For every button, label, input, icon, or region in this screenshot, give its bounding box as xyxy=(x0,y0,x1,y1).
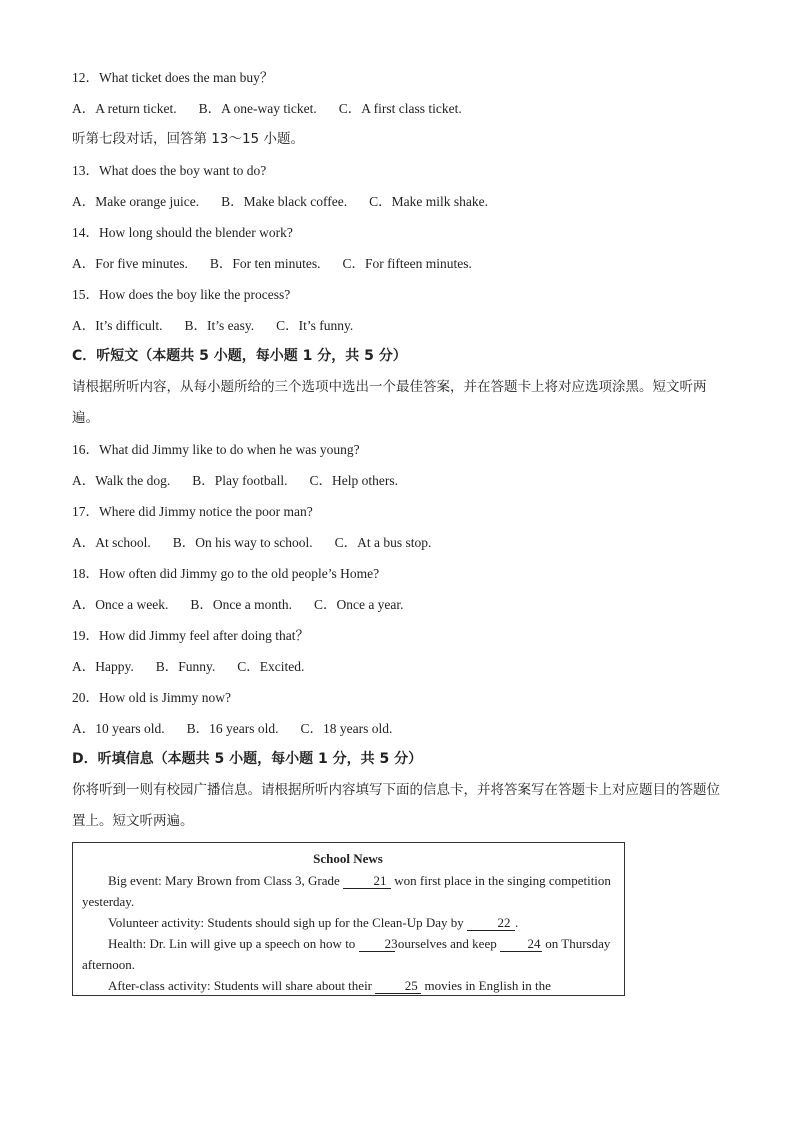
option-12-b: B．A one-way ticket. xyxy=(198,101,317,116)
option-16-b: B．Play football. xyxy=(192,473,288,488)
options-14 xyxy=(72,248,732,279)
news-big-event xyxy=(82,870,614,912)
option-15-a: A．It’s difficult. xyxy=(72,318,163,333)
option-19-c: C．Excited. xyxy=(237,659,305,674)
option-13-b: B．Make black coffee. xyxy=(221,194,348,209)
option-14-a: A．For five minutes. xyxy=(72,256,188,271)
option-13-a: A．Make orange juice. xyxy=(72,194,200,209)
option-12-c: C．A first class ticket. xyxy=(338,101,462,116)
news-health-text-3: on Thursday afternoon. xyxy=(82,936,611,972)
news-after-class xyxy=(82,975,614,996)
option-19-b: B．Funny. xyxy=(155,659,216,674)
option-13-c: C．Make milk shake. xyxy=(369,194,489,209)
news-big-event-text-2: won first place in the singing competition yesterday. xyxy=(82,873,611,909)
option-17-b: B．On his way to school. xyxy=(172,535,313,550)
option-20-c: C．18 years old. xyxy=(300,721,393,736)
section-d-title: D．听填信息（本题共 5 小题，每小题 1 分，共 5 分） xyxy=(72,751,423,767)
section-c-title: C．听短文（本题共 5 小题，每小题 1 分，共 5 分） xyxy=(72,348,407,364)
question-20: 20．How old is Jimmy now? xyxy=(72,690,232,705)
option-15-b: B．It’s easy. xyxy=(184,318,255,333)
options-19 xyxy=(72,651,732,682)
options-15 xyxy=(72,310,732,341)
question-13: 13．What does the boy want to do? xyxy=(72,163,267,178)
news-health xyxy=(82,933,614,975)
blank-24: 24 xyxy=(500,936,542,952)
option-12-a: A．A return ticket. xyxy=(72,101,177,116)
news-title: School News xyxy=(313,851,383,866)
option-17-c: C．At a bus stop. xyxy=(334,535,432,550)
question-16: 16．What did Jimmy like to do when he was young? xyxy=(72,442,360,457)
news-volunteer-text: Volunteer activity: Students should sigh up for the Clean-Up Day by xyxy=(108,915,464,930)
option-14-c: C．For fifteen minutes. xyxy=(342,256,472,271)
section-c-instruction: 请根据所听内容，从每小题所给的三个选项中选出一个最佳答案，并在答题卡上将对应选项涂黑。短文听两遍。 xyxy=(72,379,707,426)
options-20 xyxy=(72,713,732,744)
option-18-c: C．Once a year. xyxy=(313,597,404,612)
news-health-text-2: ourselves and keep xyxy=(397,936,497,951)
option-17-a: A．At school. xyxy=(72,535,151,550)
options-12 xyxy=(72,93,732,124)
question-17: 17．Where did Jimmy notice the poor man? xyxy=(72,504,313,519)
option-18-a: A．Once a week. xyxy=(72,597,169,612)
blank-21: 21 xyxy=(343,873,391,889)
news-after-class-text-2: movies in English in the xyxy=(424,978,551,993)
options-17 xyxy=(72,527,732,558)
option-20-a: A．10 years old. xyxy=(72,721,165,736)
option-19-a: A．Happy. xyxy=(72,659,134,674)
option-18-b: B．Once a month. xyxy=(190,597,292,612)
section-d-instruction: 你将听到一则有校园广播信息。请根据所听内容填写下面的信息卡，并将答案写在答题卡上对应题目的答题位置上。短文听两遍。 xyxy=(72,782,720,829)
question-14: 14．How long should the blender work? xyxy=(72,225,293,240)
option-20-b: B．16 years old. xyxy=(186,721,279,736)
news-after-class-text: After-class activity: Students will share about their xyxy=(108,978,373,993)
blank-22: 22 xyxy=(467,915,515,931)
dialogue-7-intro: 听第七段对话，回答第 13～15 小题。 xyxy=(72,131,304,147)
question-12: 12．What ticket does the man buy？ xyxy=(72,70,274,85)
exam-page xyxy=(72,62,732,837)
news-volunteer xyxy=(82,912,614,933)
options-13 xyxy=(72,186,732,217)
blank-25: 25 xyxy=(375,978,421,994)
question-19: 19．How did Jimmy feel after doing that？ xyxy=(72,628,309,643)
question-15: 15．How does the boy like the process? xyxy=(72,287,291,302)
blank-23: 23 xyxy=(359,936,395,952)
news-big-event-text: Big event: Mary Brown from Class 3, Grade xyxy=(108,873,340,888)
news-volunteer-end: . xyxy=(515,915,519,930)
options-16 xyxy=(72,465,732,496)
option-16-c: C．Help others. xyxy=(309,473,399,488)
option-16-a: A．Walk the dog. xyxy=(72,473,171,488)
news-health-text: Health: Dr. Lin will give up a speech on how to xyxy=(108,936,356,951)
school-news-card xyxy=(72,842,625,996)
option-14-b: B．For ten minutes. xyxy=(209,256,321,271)
option-15-c: C．It’s funny. xyxy=(276,318,354,333)
question-18: 18．How often did Jimmy go to the old people’s Home? xyxy=(72,566,380,581)
options-18 xyxy=(72,589,732,620)
